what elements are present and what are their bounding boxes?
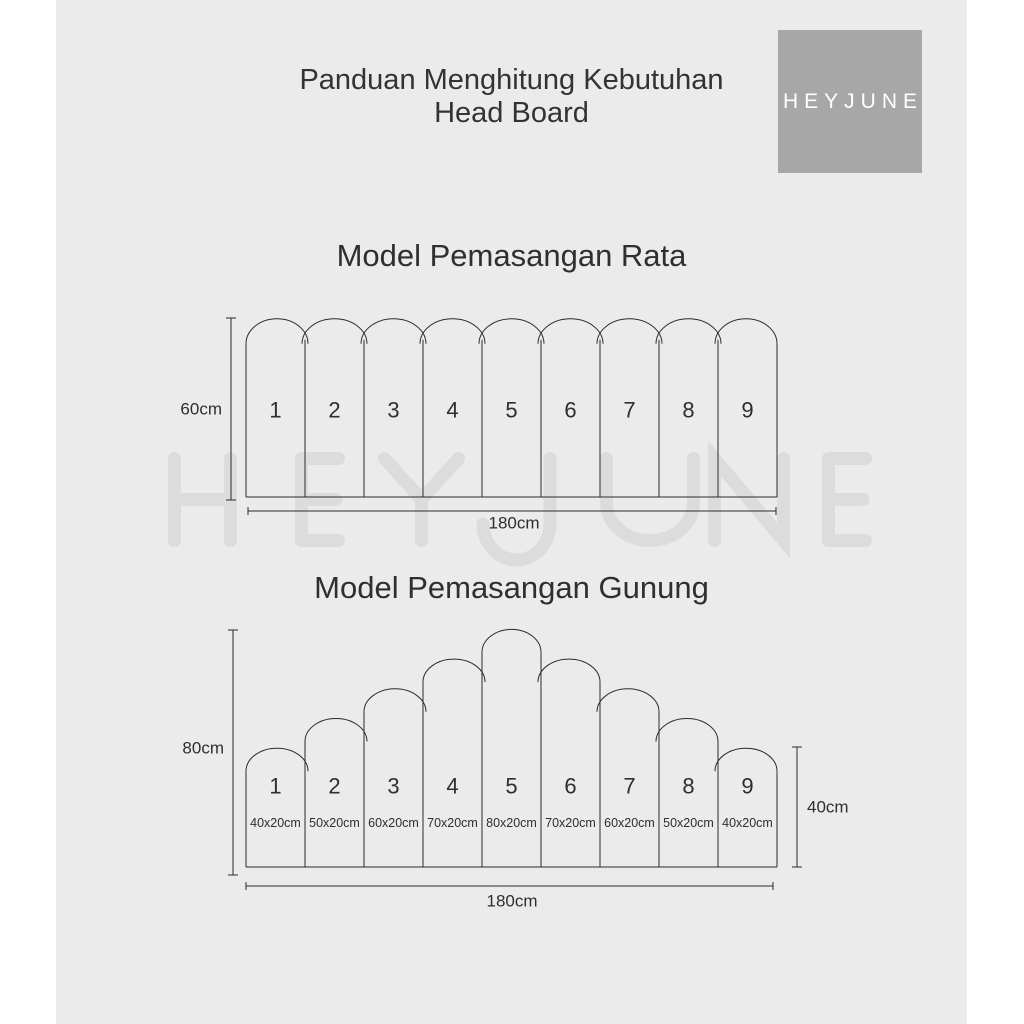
panel-number: 8 — [682, 773, 695, 799]
panel-size-label: 70x20cm — [545, 816, 596, 830]
panel-number: 7 — [623, 397, 636, 423]
panel-size-label: 50x20cm — [663, 816, 714, 830]
panel-number: 5 — [505, 397, 518, 423]
panel-arch — [246, 319, 308, 344]
panel-size-label: 70x20cm — [427, 816, 478, 830]
panel-size-label: 60x20cm — [368, 816, 419, 830]
panel-arch — [597, 689, 659, 712]
panel-number: 3 — [387, 397, 400, 423]
panel-size-label: 60x20cm — [604, 816, 655, 830]
panel-arch — [656, 719, 718, 742]
panel-number: 1 — [269, 397, 282, 423]
panel-arch — [305, 719, 367, 742]
panel-number: 9 — [741, 773, 754, 799]
page-title-line2: Head Board — [434, 97, 589, 129]
section-heading-rata: Model Pemasangan Rata — [336, 238, 687, 273]
panel-arch — [420, 319, 485, 344]
panel-arch — [482, 629, 541, 652]
panel-arch — [361, 319, 426, 344]
dimension-label: 180cm — [488, 513, 540, 533]
panel-size-label: 80x20cm — [486, 816, 537, 830]
panel-number: 4 — [446, 773, 459, 799]
brand-logo — [778, 30, 922, 173]
panel-arch — [479, 319, 544, 344]
panel-size-label: 40x20cm — [722, 816, 773, 830]
panel-number: 9 — [741, 397, 754, 423]
panel-number: 7 — [623, 773, 636, 799]
dimension-label: 180cm — [486, 891, 538, 911]
section-heading-gunung: Model Pemasangan Gunung — [314, 570, 709, 605]
panel-number: 3 — [387, 773, 400, 799]
panel-number: 2 — [328, 397, 341, 423]
panel-number: 6 — [564, 773, 577, 799]
panel-size-label: 40x20cm — [250, 816, 301, 830]
panel-arch — [597, 319, 662, 344]
panel-arch — [423, 659, 485, 682]
panel-arch — [656, 319, 721, 344]
panel-number: 5 — [505, 773, 518, 799]
panel-arch — [302, 319, 367, 344]
dimension-label: 60cm — [180, 399, 222, 419]
dimension-label: 80cm — [182, 738, 224, 758]
dimension-label: 40cm — [807, 797, 849, 817]
panel-arch — [364, 689, 426, 712]
panel-number: 2 — [328, 773, 341, 799]
panel-number: 8 — [682, 397, 695, 423]
panel-arch — [538, 319, 603, 344]
panel-number: 1 — [269, 773, 282, 799]
panel-arch — [538, 659, 600, 682]
panel-number: 4 — [446, 397, 459, 423]
brand-logo-text: HEYJUNE — [782, 89, 924, 113]
panel-size-label: 50x20cm — [309, 816, 360, 830]
panel-number: 6 — [564, 397, 577, 423]
page-title-line1: Panduan Menghitung Kebutuhan — [299, 64, 724, 96]
panel-arch — [715, 748, 777, 771]
panel-arch — [246, 748, 308, 771]
panel-arch — [715, 319, 777, 344]
